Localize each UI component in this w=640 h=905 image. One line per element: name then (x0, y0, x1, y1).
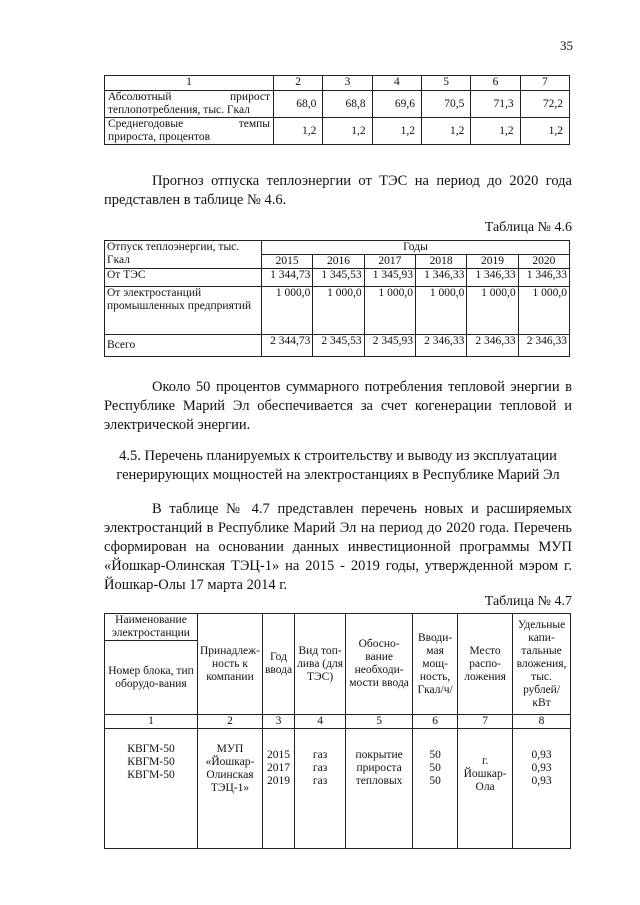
fuel-item: газ (312, 749, 328, 761)
header-fuel: Вид топ-лива (для ТЭС) (295, 614, 346, 715)
units-cell (105, 729, 198, 849)
header-unit-type: Номер блока, тип оборудо-вания (105, 641, 198, 715)
justification-cell: покрытие прироста тепловых (346, 729, 413, 849)
col-number: 7 (458, 715, 513, 729)
col-number: 6 (413, 715, 458, 729)
col-number: 4 (372, 76, 421, 91)
unit-item: КВГМ-50 (127, 769, 175, 781)
section-heading-line: генерирующих мощностей на электростанциях в Республике Марий Эл (116, 467, 560, 483)
year-item: 2015 (267, 749, 291, 761)
table-row (105, 118, 570, 145)
location-cell: г. Йошкар-Ола (458, 729, 513, 849)
year-header: 2016 (313, 255, 364, 269)
table-cell: 1 000,0 (313, 287, 364, 335)
table-row (105, 729, 571, 849)
header-location: Место распо-ложения (458, 614, 513, 715)
table-cell: 1,2 (471, 118, 520, 145)
header-capacity: Вводи-мая мощ-ность, Гкал/ч/ (413, 614, 458, 715)
col-number: 4 (295, 715, 346, 729)
header-company: Принадлеж-ность к компании (198, 614, 263, 715)
table-cell: 1,2 (520, 118, 569, 145)
table-cell: 2 346,33 (415, 335, 466, 357)
table-cell: 1 000,0 (518, 287, 569, 335)
header-plant-name: Наименование электростанции (105, 614, 198, 641)
table-cell: 1 000,0 (262, 287, 313, 335)
section-heading (96, 447, 580, 485)
capex-item: 0,93 (531, 762, 552, 774)
year-header: 2017 (364, 255, 415, 269)
row-header: Отпуск теплоэнергии, тыс. Гкал (105, 241, 262, 269)
table-cell: 1 000,0 (467, 287, 518, 335)
table-header-row (105, 76, 570, 91)
col-number: 2 (274, 76, 323, 91)
table-cell: 1 345,53 (313, 269, 364, 287)
table-cell: 68,0 (274, 91, 323, 118)
power-plants-table (104, 613, 571, 849)
table-cell: 2 346,33 (467, 335, 518, 357)
row-label: От ТЭС (105, 269, 262, 287)
years-cell (262, 729, 294, 849)
table-cell: 2 345,53 (313, 335, 364, 357)
table-cell: 1,2 (372, 118, 421, 145)
table-cell: 1 000,0 (415, 287, 466, 335)
table-cell: 2 344,73 (262, 335, 313, 357)
capacities-cell (413, 729, 458, 849)
col-number: 7 (520, 76, 569, 91)
table-cell: 1,2 (421, 118, 470, 145)
label-part: темпы (238, 118, 270, 130)
label-part: Абсолютный (108, 91, 172, 103)
capex-item: 0,93 (531, 775, 552, 787)
row-label (105, 91, 274, 118)
row-label: Всего (105, 335, 262, 357)
section-heading-line: 4.5. Перечень планируемых к строительству и выводу из эксплуатации (119, 448, 557, 464)
table-cell: 1 346,33 (415, 269, 466, 287)
capex-cell (513, 729, 571, 849)
unit-item: КВГМ-50 (127, 743, 175, 755)
table-row (105, 269, 570, 287)
capacity-item: 50 (429, 762, 441, 774)
table-cell: 72,2 (520, 91, 569, 118)
col-number: 2 (198, 715, 263, 729)
col-number: 3 (323, 76, 372, 91)
col-number: 5 (421, 76, 470, 91)
label-part: прирост (230, 91, 270, 103)
col-number: 8 (513, 715, 571, 729)
table-row (105, 91, 570, 118)
year-header: 2020 (518, 255, 569, 269)
fuels-cell (295, 729, 346, 849)
capacity-item: 50 (429, 749, 441, 761)
table-header-row (105, 241, 570, 255)
row-label: От электростанций промышленных предприятий (105, 287, 262, 335)
label-part: прироста, процентов (108, 131, 211, 143)
table-46-caption: Таблица № 4.6 (484, 220, 572, 235)
table-cell: 71,3 (471, 91, 520, 118)
table-47-caption: Таблица № 4.7 (484, 594, 572, 609)
table-cell: 1 344,73 (262, 269, 313, 287)
unit-item: КВГМ-50 (127, 756, 175, 768)
year-item: 2019 (267, 775, 291, 787)
forecast-paragraph: Прогноз отпуска теплоэнергии от ТЭС на период до 2020 года представлен в таблице № 4.6. (104, 173, 572, 208)
col-number: 1 (105, 76, 274, 91)
table-header-row (105, 614, 571, 641)
table-47-paragraph: В таблице № 4.7 представлен перечень новых и расширяемых электростанций в Республике Марий Эл на период до 2020 года. Перечень сформирован на основании данных инвестиционной программы МУП «Йошкар-Олинская ТЭЦ-1» на 2015 - 2019 годы, утвержденной мэром г. Йошкар-Олы 17 марта 2014 г. (104, 501, 572, 593)
growth-table (104, 75, 570, 145)
fuel-item: газ (312, 762, 328, 774)
table-cell: 1,2 (323, 118, 372, 145)
header-justification: Обосно-вание необходи-мости ввода (346, 614, 413, 715)
col-number: 1 (105, 715, 198, 729)
table-cell: 1 000,0 (364, 287, 415, 335)
page-number: 35 (560, 38, 573, 53)
column-number-row (105, 715, 571, 729)
label-part: Среднегодовые (108, 118, 184, 130)
company-cell: МУП «Йошкар-Олинская ТЭЦ-1» (198, 729, 263, 849)
col-number: 6 (471, 76, 520, 91)
capex-item: 0,93 (531, 749, 552, 761)
header-year: Год ввода (262, 614, 294, 715)
label-part: теплопотребления, тыс. Гкал (108, 104, 250, 116)
cogeneration-paragraph: Около 50 процентов суммарного потребления тепловой энергии в Республике Марий Эл обеспечивается за счет когенерации тепловой и электрической энергии. (104, 379, 572, 433)
year-header: 2018 (415, 255, 466, 269)
table-row (105, 335, 570, 357)
header-capex: Удельные капи-тальные вложения, тыс. рублей/ кВт (513, 614, 571, 715)
years-header: Годы (262, 241, 570, 255)
fuel-item: газ (312, 775, 328, 787)
capacity-item: 50 (429, 775, 441, 787)
year-item: 2017 (267, 762, 291, 774)
col-number: 3 (262, 715, 294, 729)
heat-supply-table (104, 240, 570, 357)
table-cell: 68,8 (323, 91, 372, 118)
year-header: 2015 (262, 255, 313, 269)
table-cell: 1,2 (274, 118, 323, 145)
table-cell: 2 345,93 (364, 335, 415, 357)
table-cell: 1 346,33 (467, 269, 518, 287)
row-label (105, 118, 274, 145)
table-cell: 70,5 (421, 91, 470, 118)
table-cell: 2 346,33 (518, 335, 569, 357)
table-cell: 69,6 (372, 91, 421, 118)
table-cell: 1 345,93 (364, 269, 415, 287)
table-row (105, 287, 570, 335)
col-number: 5 (346, 715, 413, 729)
year-header: 2019 (467, 255, 518, 269)
table-cell: 1 346,33 (518, 269, 569, 287)
